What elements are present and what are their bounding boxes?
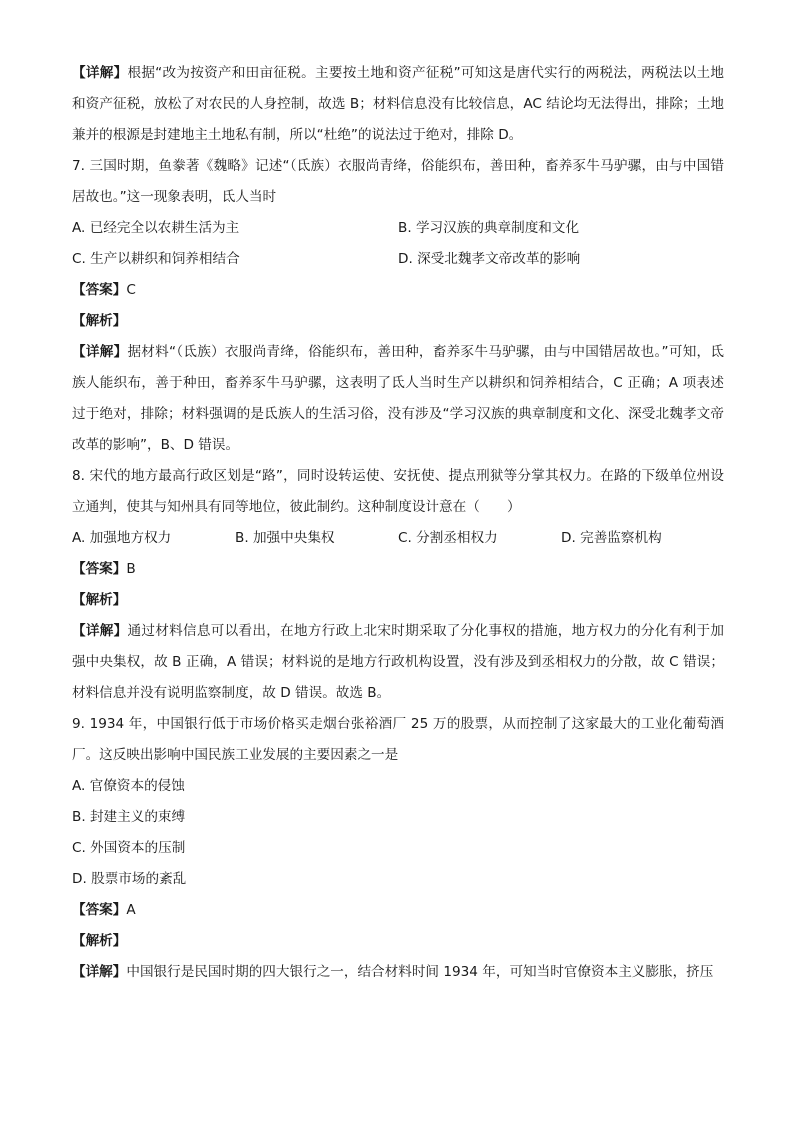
option-a: A. 官僚资本的侵蚀 xyxy=(72,778,185,794)
detail-tag: 【详解】 xyxy=(72,65,128,81)
answer-tag: 【答案】 xyxy=(72,561,127,577)
detail-line xyxy=(72,957,724,988)
detail-text: 据材料“（氐族）衣服尚青绛，俗能织布，善田种，畜养豕牛马驴骡，由与中国错居故也。”可知，氐族人能织布，善于种田，畜养豕牛马驴骡，这表明了氐人当时生产以耕织和饲养相结合，C 正确；A 项表述过于绝对，排除；材料强调的是氐族人的生活习俗，没有涉及“学习汉族的典章制度和文化、深受北魏孝文帝改革的影响”，B、D 错误。 xyxy=(72,344,725,453)
detail-text: 根据“改为按资产和田亩征税。主要按土地和资产征税”可知这是唐代实行的两税法，两税法以土地和资产征税，放松了对农民的人身控制，故选 B；材料信息没有比较信息，AC 结论均无法得出，排除；土地兼并的根源是封建地主土地私有制，所以“杜绝”的说法过于绝对，排除 D。 xyxy=(72,65,724,143)
option-c: C. 分割丞相权力 xyxy=(398,530,498,546)
question-9 xyxy=(72,709,724,988)
options-row xyxy=(72,523,724,554)
option-d: D. 股票市场的紊乱 xyxy=(72,871,187,887)
option-a: A. 加强地方权力 xyxy=(72,530,172,546)
question-stem: 8. 宋代的地方最高行政区划是“路”，同时设转运使、安抚使、提点刑狱等分掌其权力。在路的下级单位州设立通判，使其与知州具有同等地位，彼此制约。这种制度设计意在（ ） xyxy=(72,468,724,515)
option-c: C. 外国资本的压制 xyxy=(72,840,186,856)
analysis-line xyxy=(72,585,724,616)
option-d: D. 完善监察机构 xyxy=(561,530,662,546)
answer-value: A xyxy=(126,902,136,918)
options-row xyxy=(72,213,724,244)
option-b: B. 学习汉族的典章制度和文化 xyxy=(398,220,580,236)
q6-detail xyxy=(72,58,724,151)
option-b: B. 封建主义的束缚 xyxy=(72,809,186,825)
analysis-tag: 【解析】 xyxy=(72,313,127,329)
answer-tag: 【答案】 xyxy=(72,282,127,298)
detail-line xyxy=(72,337,724,461)
detail-line xyxy=(72,616,724,709)
answer-line xyxy=(72,554,724,585)
analysis-tag: 【解析】 xyxy=(72,592,127,608)
answer-line xyxy=(72,895,724,926)
exam-answer-content xyxy=(72,58,724,988)
option-c: C. 生产以耕织和饲养相结合 xyxy=(72,251,240,267)
answer-value: B xyxy=(126,561,136,577)
detail-text: 中国银行是民国时期的四大银行之一，结合材料时间 1934 年，可知当时官僚资本主义膨胀，挤压 xyxy=(126,964,714,980)
answer-line xyxy=(72,275,724,306)
analysis-tag: 【解析】 xyxy=(72,933,127,949)
answer-value: C xyxy=(126,282,136,298)
question-stem: 9. 1934 年，中国银行低于市场价格买走烟台张裕酒厂 25 万的股票，从而控制了这家最大的工业化葡萄酒厂。这反映出影响中国民族工业发展的主要因素之一是 xyxy=(72,716,724,763)
option-a: A. 已经完全以农耕生活为主 xyxy=(72,220,240,236)
detail-tag: 【详解】 xyxy=(72,964,127,980)
detail-text: 通过材料信息可以看出，在地方行政上北宋时期采取了分化事权的措施，地方权力的分化有利于加强中央集权，故 B 正确，A 错误；材料说的是地方行政机构设置，没有涉及到丞相权力的分散，故 C 错误；材料信息并没有说明监察制度，故 D 错误。故选 B。 xyxy=(72,623,724,701)
question-stem: 7. 三国时期，鱼豢著《魏略》记述“（氐族）衣服尚青绛，俗能织布，善田种，畜养豕牛马驴骡，由与中国错居故也。”这一现象表明，氐人当时 xyxy=(72,158,724,205)
question-7 xyxy=(72,151,724,461)
option-b: B. 加强中央集权 xyxy=(235,530,335,546)
analysis-line xyxy=(72,926,724,957)
answer-tag: 【答案】 xyxy=(72,902,127,918)
option-d: D. 深受北魏孝文帝改革的影响 xyxy=(398,251,581,267)
detail-tag: 【详解】 xyxy=(72,623,128,639)
detail-tag: 【详解】 xyxy=(72,344,128,360)
question-8 xyxy=(72,461,724,709)
options-row xyxy=(72,244,724,275)
analysis-line xyxy=(72,306,724,337)
